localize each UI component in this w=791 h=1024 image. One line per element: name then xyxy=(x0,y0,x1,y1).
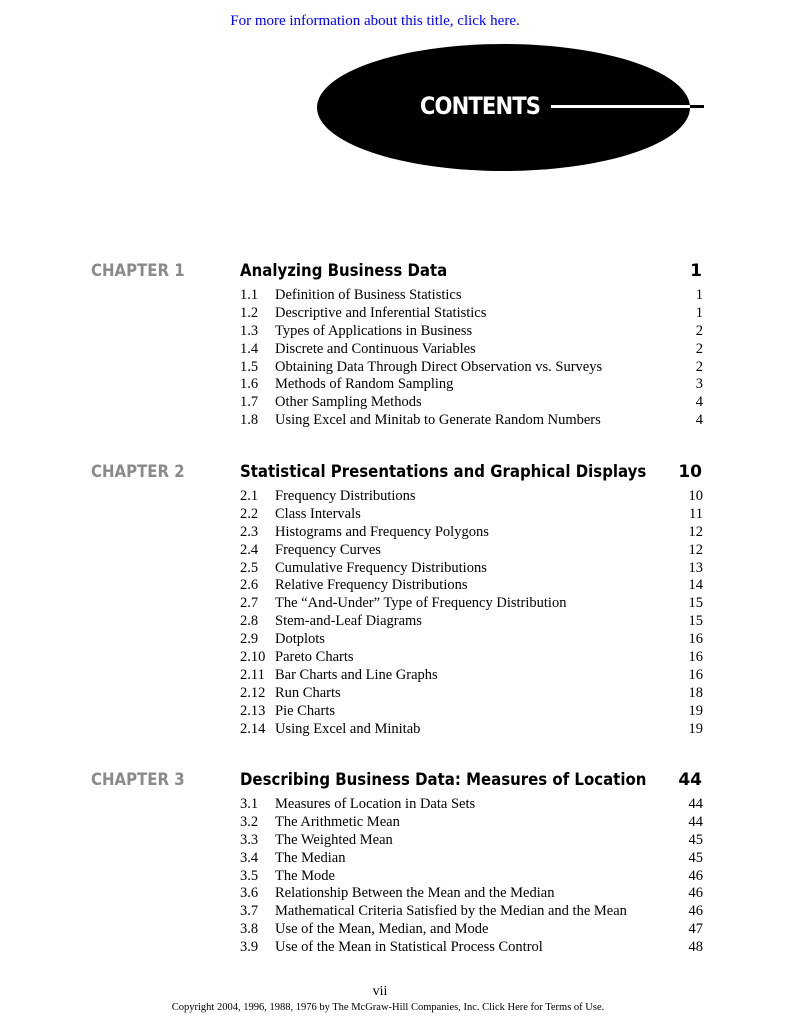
toc-entry[interactable] xyxy=(240,832,703,850)
title-rule-decoration xyxy=(551,105,704,108)
section-number: 1.4 xyxy=(240,340,259,357)
toc-entry[interactable] xyxy=(240,394,703,412)
toc-entry[interactable] xyxy=(240,631,703,649)
section-page-number: 46 xyxy=(688,885,703,902)
section-title: Relative Frequency Distributions xyxy=(275,577,468,594)
section-number: 1.8 xyxy=(240,412,259,429)
chapter-page-number: 10 xyxy=(678,462,702,482)
section-title: Histograms and Frequency Polygons xyxy=(275,523,489,540)
section-page-number: 44 xyxy=(688,813,703,830)
chapter-label: CHAPTER 1 xyxy=(91,261,185,281)
section-page-number: 12 xyxy=(688,523,703,540)
section-page-number: 3 xyxy=(695,376,703,393)
section-page-number: 1 xyxy=(695,304,703,321)
section-page-number: 2 xyxy=(695,322,703,339)
section-page-number: 14 xyxy=(688,577,703,594)
section-title: Relationship Between the Mean and the Median xyxy=(275,885,555,902)
section-page-number: 13 xyxy=(688,559,703,576)
toc-entry[interactable] xyxy=(240,412,703,430)
section-page-number: 16 xyxy=(688,666,703,683)
toc-entry[interactable] xyxy=(240,939,703,957)
section-title: Methods of Random Sampling xyxy=(275,376,454,393)
section-page-number: 16 xyxy=(688,649,703,666)
toc-entry[interactable] xyxy=(240,721,703,739)
toc-entry[interactable] xyxy=(240,359,703,377)
copyright-notice[interactable]: Copyright 2004, 1996, 1988, 1976 by The McGraw-Hill Companies, Inc. Click Here for Terms of Use. xyxy=(171,1002,605,1013)
toc-entry[interactable] xyxy=(240,542,703,560)
section-title: Pareto Charts xyxy=(275,649,354,666)
section-page-number: 4 xyxy=(695,394,703,411)
section-number: 3.7 xyxy=(240,903,259,920)
section-title: Pie Charts xyxy=(275,702,336,719)
section-number: 2.3 xyxy=(240,523,259,540)
chapter-label: CHAPTER 3 xyxy=(91,770,185,790)
section-title: The Mode xyxy=(275,867,335,884)
toc-entry[interactable] xyxy=(240,323,703,341)
toc-entry[interactable] xyxy=(240,796,703,814)
section-title: Definition of Business Statistics xyxy=(275,287,462,303)
section-number: 2.5 xyxy=(240,559,259,576)
section-title: Types of Applications in Business xyxy=(275,322,473,339)
section-page-number: 11 xyxy=(689,505,703,522)
chapter-title[interactable]: Statistical Presentations and Graphical Displays xyxy=(240,462,647,482)
toc-entry[interactable] xyxy=(240,613,703,631)
chapter-label: CHAPTER 2 xyxy=(91,462,185,482)
section-title: The Weighted Mean xyxy=(275,831,393,848)
section-title: Descriptive and Inferential Statistics xyxy=(275,304,487,321)
section-number: 3.4 xyxy=(240,849,259,866)
section-page-number: 47 xyxy=(688,921,703,938)
toc-entry[interactable] xyxy=(240,703,703,721)
section-number: 2.1 xyxy=(240,488,259,504)
section-title: The “And-Under” Type of Frequency Distribution xyxy=(275,595,567,612)
section-list xyxy=(240,796,703,957)
section-title: Frequency Curves xyxy=(275,541,381,558)
section-number: 3.1 xyxy=(240,796,259,812)
section-list xyxy=(240,287,703,430)
toc-entry[interactable] xyxy=(240,649,703,667)
section-page-number: 4 xyxy=(695,412,703,429)
section-title: The Arithmetic Mean xyxy=(275,813,400,830)
section-title: Run Charts xyxy=(275,684,341,701)
section-page-number: 15 xyxy=(688,595,703,612)
section-title: Class Intervals xyxy=(275,505,361,522)
section-title: Stem-and-Leaf Diagrams xyxy=(275,613,422,630)
section-page-number: 46 xyxy=(688,867,703,884)
section-title: Using Excel and Minitab xyxy=(275,720,421,737)
section-page-number: 18 xyxy=(688,684,703,701)
toc-entry[interactable] xyxy=(240,488,703,506)
section-title: Obtaining Data Through Direct Observation vs. Surveys xyxy=(275,358,603,375)
section-number: 2.12 xyxy=(240,684,266,701)
section-title: The Median xyxy=(275,849,346,866)
section-list xyxy=(240,488,703,738)
section-page-number: 12 xyxy=(688,541,703,558)
section-number: 2.6 xyxy=(240,577,259,594)
section-title: Use of the Mean, Median, and Mode xyxy=(275,921,489,938)
section-number: 1.1 xyxy=(240,287,259,303)
section-page-number: 46 xyxy=(688,903,703,920)
section-number: 1.2 xyxy=(240,304,259,321)
section-number: 2.7 xyxy=(240,595,259,612)
section-number: 3.2 xyxy=(240,813,259,830)
section-page-number: 15 xyxy=(688,613,703,630)
section-title: Measures of Location in Data Sets xyxy=(275,796,476,812)
toc-entry[interactable] xyxy=(240,814,703,832)
chapter-title[interactable]: Describing Business Data: Measures of Location xyxy=(240,770,647,790)
toc-entry[interactable] xyxy=(240,921,703,939)
section-number: 2.11 xyxy=(240,666,265,683)
section-page-number: 10 xyxy=(688,488,703,504)
section-number: 3.9 xyxy=(240,939,259,956)
section-number: 1.7 xyxy=(240,394,259,411)
section-title: Discrete and Continuous Variables xyxy=(275,340,476,357)
section-title: Use of the Mean in Statistical Process Control xyxy=(275,939,543,956)
section-number: 1.6 xyxy=(240,376,259,393)
section-number: 3.3 xyxy=(240,831,259,848)
toc-entry[interactable] xyxy=(240,287,703,305)
page-number: vii xyxy=(372,984,388,999)
section-number: 2.9 xyxy=(240,631,259,648)
section-title: Cumulative Frequency Distributions xyxy=(275,559,487,576)
section-number: 2.4 xyxy=(240,541,259,558)
toc-entry[interactable] xyxy=(240,685,703,703)
more-info-link[interactable]: For more information about this title, click here. xyxy=(230,13,520,29)
chapter-page-number: 44 xyxy=(678,770,702,790)
section-number: 2.8 xyxy=(240,613,259,630)
section-number: 3.6 xyxy=(240,885,259,902)
section-page-number: 2 xyxy=(695,340,703,357)
chapter-page-number: 1 xyxy=(690,261,702,281)
toc-entry[interactable] xyxy=(240,524,703,542)
section-number: 3.5 xyxy=(240,867,259,884)
toc-entry[interactable] xyxy=(240,376,703,394)
section-title: Bar Charts and Line Graphs xyxy=(275,666,438,683)
section-page-number: 1 xyxy=(695,287,703,303)
toc-entry[interactable] xyxy=(240,305,703,323)
toc-entry[interactable] xyxy=(240,903,703,921)
toc-entry[interactable] xyxy=(240,577,703,595)
section-title: Mathematical Criteria Satisfied by the Median and the Mean xyxy=(275,903,627,920)
section-title: Other Sampling Methods xyxy=(275,394,422,411)
section-number: 3.8 xyxy=(240,921,259,938)
section-number: 2.10 xyxy=(240,649,266,666)
section-page-number: 48 xyxy=(688,939,703,956)
section-title: Dotplots xyxy=(275,631,325,648)
toc-entry[interactable] xyxy=(240,595,703,613)
page-title: CONTENTS xyxy=(419,92,541,120)
toc-entry[interactable] xyxy=(240,850,703,868)
section-page-number: 44 xyxy=(688,796,703,812)
toc-entry[interactable] xyxy=(240,506,703,524)
section-page-number: 16 xyxy=(688,631,703,648)
section-number: 2.13 xyxy=(240,702,266,719)
toc-entry[interactable] xyxy=(240,667,703,685)
section-number: 1.3 xyxy=(240,322,259,339)
title-rule-end-decoration xyxy=(690,105,704,108)
section-number: 2.2 xyxy=(240,505,259,522)
section-page-number: 2 xyxy=(695,358,703,375)
toc-entry[interactable] xyxy=(240,868,703,886)
toc-entry[interactable] xyxy=(240,560,703,578)
toc-entry[interactable] xyxy=(240,885,703,903)
section-title: Using Excel and Minitab to Generate Random Numbers xyxy=(275,412,601,429)
section-page-number: 19 xyxy=(688,720,703,737)
section-page-number: 45 xyxy=(688,849,703,866)
section-number: 2.14 xyxy=(240,720,266,737)
section-page-number: 45 xyxy=(688,831,703,848)
section-number: 1.5 xyxy=(240,358,259,375)
section-page-number: 19 xyxy=(688,702,703,719)
toc-entry[interactable] xyxy=(240,341,703,359)
section-title: Frequency Distributions xyxy=(275,488,416,504)
chapter-title[interactable]: Analyzing Business Data xyxy=(240,261,448,281)
